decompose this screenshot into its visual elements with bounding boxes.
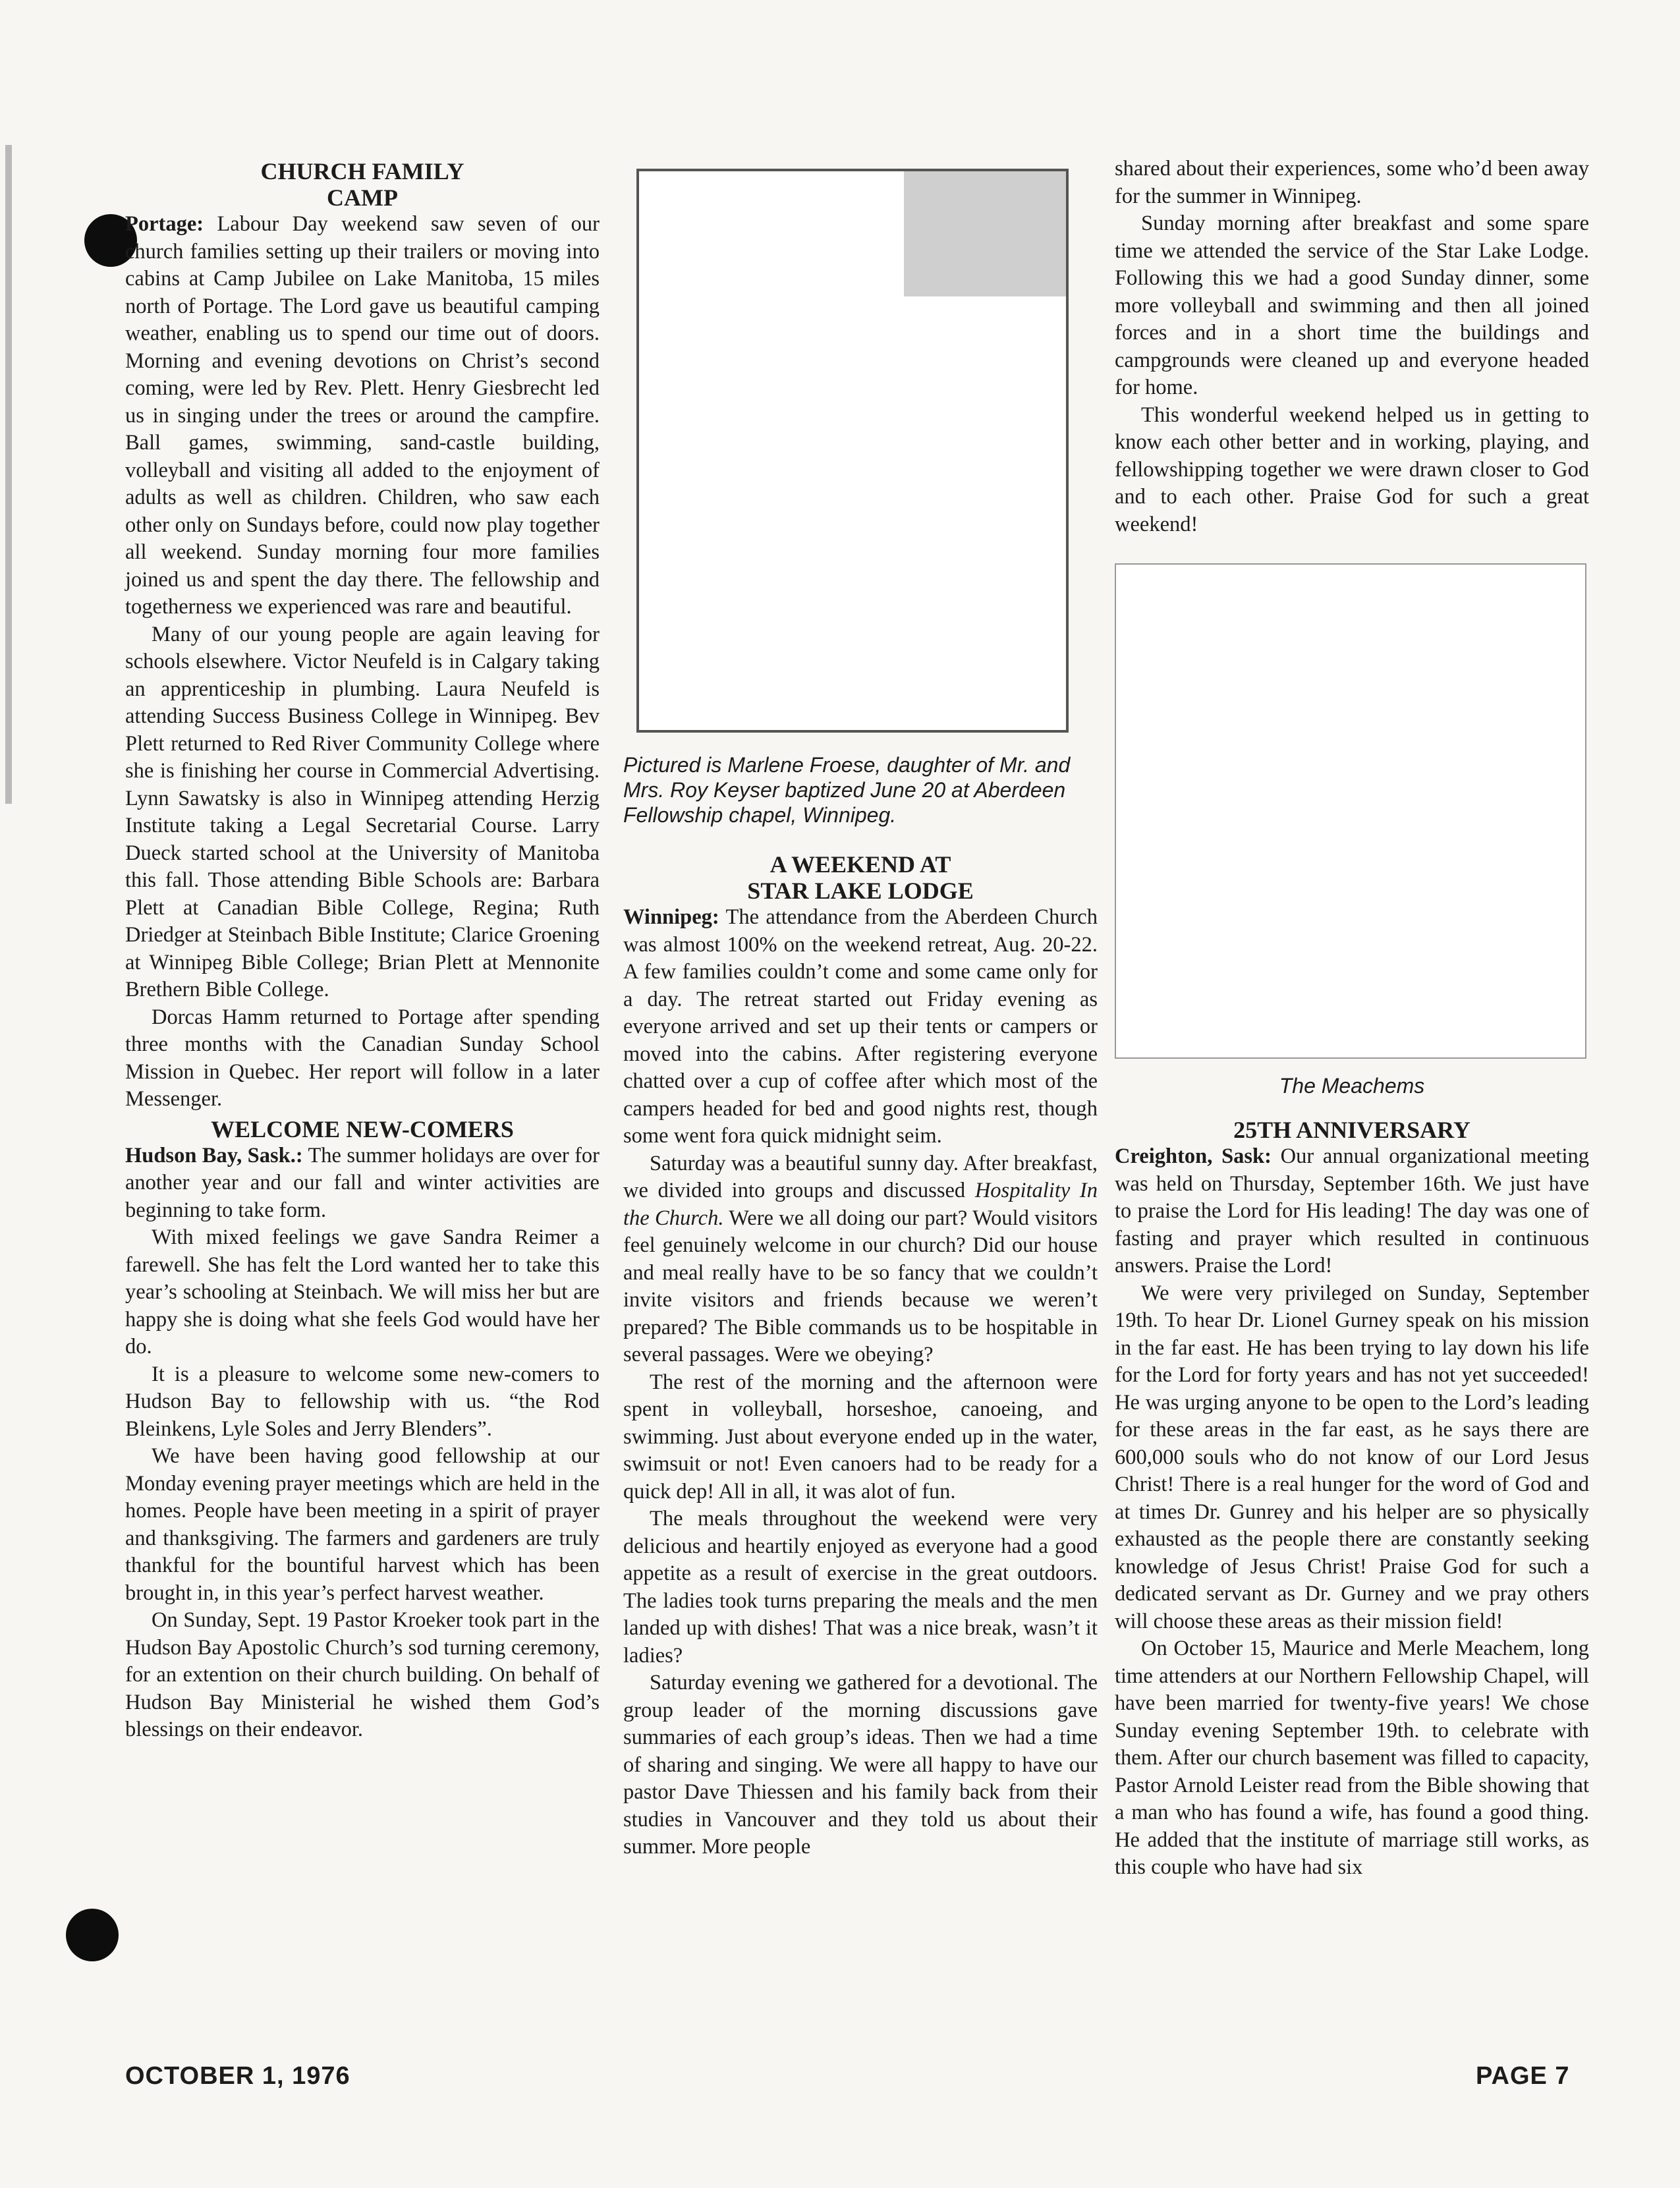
article-paragraph: With mixed feelings we gave Sandra Reimer a farewell. She has felt the Lord wanted her to take this year’s schooling at Steinbach. We will miss her but are happy she is doing what she feels God would have her do. xyxy=(125,1225,600,1359)
footer-date: OCTOBER 1, 1976 xyxy=(125,2062,350,2090)
scan-edge xyxy=(5,145,12,804)
column-1 xyxy=(125,155,600,1744)
photo-meachems xyxy=(1115,563,1586,1059)
article-paragraph: Dorcas Hamm returned to Portage after spending three months with the Canadian Sunday School Mission in Quebec. Her report will follow in a later Messenger. xyxy=(125,1005,600,1111)
column-3 xyxy=(1115,155,1589,1882)
article-paragraph: On October 15, Maurice and Merle Meachem, long time attenders at our Northern Fellowship Chapel, will have been married for twenty-five years! We chose Sunday evening September 19th. to celebrate with them. After our church basement was filled to capacity, Pastor Arnold Leister read from the Bible showing that a man who has found a wife, has found a good thing. He added that the institute of marriage still works, as this couple who have had six xyxy=(1115,1637,1589,1879)
footer-page-number: PAGE 7 xyxy=(1476,2062,1570,2090)
headline-welcome-new-comers: WELCOME NEW-COMERS xyxy=(211,1115,514,1142)
article-paragraph: shared about their experiences, some who’d been away for the summer in Winnipeg. xyxy=(1115,157,1589,208)
article-paragraph: Saturday was a beautiful sunny day. After breakfast, we divided into groups and discussed Hospitality In the Church. Were we all doing our part? Would visitors feel genuinely welcome in our church? Did our house and meal really have to be so fancy that we couldn’t invite visitors and friends because we weren’t prepared? The Bible commands us to be hospitable in several passages. Were we obeying? xyxy=(623,1151,1098,1366)
article-paragraph: The meals throughout the weekend were very delicious and heartily enjoyed as everyone had a good appetite as a result of exercise in the great outdoors. The ladies took turns preparing the meals and the men landed up with dishes! That was a nice break, wasn’t it ladies? xyxy=(623,1507,1098,1668)
article-paragraph: Hudson Bay, Sask.: The summer holidays are over for another year and our fall and winter activities are beginning to take form. xyxy=(125,1143,600,1222)
article-paragraph: We have been having good fellowship at our Monday evening prayer meetings which are held in the homes. People have been meeting in a spirit of prayer and thanksgiving. The farmers and gardeners are truly thankful for the bountiful harvest which has been brought in, in this year’s perfect harvest weather. xyxy=(125,1444,600,1605)
article-paragraph: Sunday morning after breakfast and some spare time we attended the service of the Star Lake Lodge. Following this we had a good Sunday dinner, some more volleyball and swimming and then all joined forces and in a short time the buildings and campgrounds were cleaned up and everyone headed for home. xyxy=(1115,211,1589,399)
article-paragraph: The rest of the morning and the afternoon were spent in volleyball, horseshoe, canoeing, and swimming. Just about everyone ended up in the water, swimsuit or not! Even canoers had to be ready for a quick dep! All in all, it was alot of fun. xyxy=(623,1370,1098,1503)
photo-baptism xyxy=(636,169,1069,733)
headline-25th-anniversary: 25TH ANNIVERSARY xyxy=(1233,1117,1470,1143)
article-paragraph: We were very privileged on Sunday, September 19th. To hear Dr. Lionel Gurney speak on his mission in the far east. He has been trying to lay down his life for the Lord for forty years and has not yet succeeded! He was urging anyone to be open to the Lord’s leading for these areas in the far east, as he says there are 600,000 souls who do not know of our Lord Jesus Christ! There is a real hunger for the word of God and at times Dr. Gunrey and his helper are so physically exhausted as the people there are constantly seeking knowledge of Jesus Christ! Praise God for such a dedicated servant as Dr. Gurney and we pray others will choose these areas as their mission field! xyxy=(1115,1281,1589,1633)
headline-weekend-star-lake: A WEEKEND AT STAR LAKE LODGE xyxy=(747,851,974,904)
photo-shading xyxy=(639,171,1066,296)
article-paragraph: It is a pleasure to welcome some new-comers to Hudson Bay to fellowship with us. “the Rod Bleinkens, Lyle Soles and Jerry Blenders”. xyxy=(125,1362,600,1441)
photo-caption: The Meachems xyxy=(1279,1074,1425,1098)
article-paragraph: On Sunday, Sept. 19 Pastor Kroeker took part in the Hudson Bay Apostolic Church’s sod turning ceremony, for an extention on their church building. On behalf of Hudson Bay Ministerial he wished them God’s blessings on their endeavor. xyxy=(125,1608,600,1741)
binder-hole-bottom xyxy=(66,1909,119,1961)
headline-church-family-camp: CHURCH FAMILY CAMP xyxy=(260,158,464,211)
article-paragraph: Many of our young people are again leaving for schools elsewhere. Victor Neufeld is in Calgary taking an apprenticeship in plumbing. Laura Neufeld is attending Success Business College in Winnipeg. Bev Plett returned to Red River Community College where she is finishing her course in Commercial Advertising. Lynn Sawatsky is also in Winnipeg attending Herzig Institute taking a Legal Secretarial Course. Larry Dueck started school at the University of Manitoba this fall. Those attending Bible Schools are: Barbara Plett at Canadian Bible College, Regina; Ruth Driedger at Steinbach Bible Institute; Clarice Groening at Winnipeg Bible College; Brian Plett at Mennonite Brethern Bible College. xyxy=(125,622,600,1001)
article-paragraph: This wonderful weekend helped us in getting to know each other better and in working, playing, and fellowshipping together we were drawn closer to God and to each other. Praise God for such a great weekend! xyxy=(1115,403,1589,536)
article-paragraph: Creighton, Sask: Our annual organizational meeting was held on Thursday, September 16th. We just have to praise the Lord for His leading! The day was one of fasting and prayer which resulted in continuous answers. Praise the Lord! xyxy=(1115,1144,1589,1277)
photo-caption: Pictured is Marlene Froese, daughter of Mr. and Mrs. Roy Keyser baptized June 20 at Aberdeen Fellowship chapel, Winnipeg. xyxy=(623,753,1071,827)
column-2 xyxy=(623,169,1098,1861)
article-paragraph: Portage: Labour Day weekend saw seven of our church families setting up their trailers or moving into cabins at Camp Jubilee on Lake Manitoba, 15 miles north of Portage. The Lord gave us beautiful camping weather, enabling us to spend our time out of doors. Morning and evening devotions on Christ’s second coming, were led by Rev. Plett. Henry Giesbrecht led us in singing under the trees or around the campfire. Ball games, swimming, sand-castle building, volleyball and visiting all added to the enjoyment of adults as well as children. Children, who saw each other only on Sundays before, could now play together all weekend. Sunday morning four more families joined us and spent the day there. The fellowship and togetherness we experienced was rare and beautiful. xyxy=(125,212,600,619)
article-paragraph: Saturday evening we gathered for a devotional. The group leader of the morning discussions gave summaries of each group’s ideas. Then we had a time of sharing and singing. We were all happy to have our pastor Dave Thiessen and his family back from their studies in Vancouver and they told us about their summer. More people xyxy=(623,1671,1098,1859)
article-paragraph: Winnipeg: The attendance from the Aberdeen Church was almost 100% on the weekend retreat, Aug. 20-22. A few families couldn’t come and some came only for a day. The retreat started out Friday evening as everyone arrived and set up their tents or campers or moved into the cabins. After registering everyone chatted over a cup of coffee after which most of the campers headed for bed and good nights rest, though some went fora quick midnight seim. xyxy=(623,905,1098,1148)
